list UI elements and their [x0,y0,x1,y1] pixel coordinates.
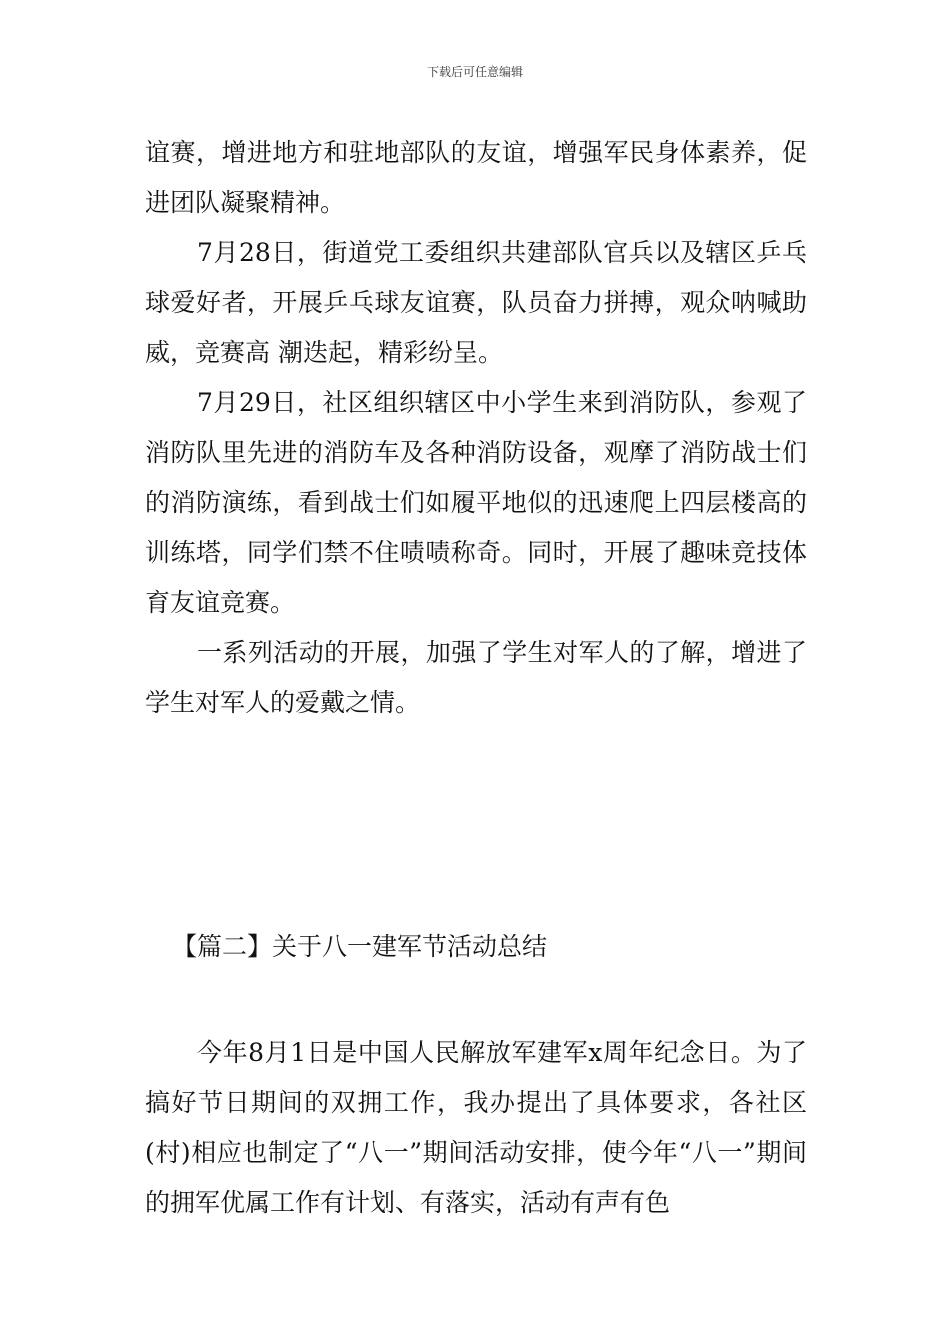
paragraph-activity-summary: 一系列活动的开展，加强了学生对军人的了解，增进了学生对军人的爱戴之情。 [145,638,807,717]
paragraph-table-tennis: 7月28日，街道党工委组织共建部队官兵以及辖区乒乓球爱好者，开展乒乓球友谊赛，队员奋力拼搏，观众呐喊助威，竞赛高 潮迭起，精彩纷呈。 [145,238,807,367]
page-header: 下载后可任意编辑 [426,65,523,79]
paragraph-continuation: 谊赛，增进地方和驻地部队的友谊，增强军民身体素养，促进团队凝聚精神。 [145,138,807,217]
paragraph-fire-station-visit: 7月29日，社区组织辖区中小学生来到消防队，参观了消防队里先进的消防车及各种消防设备，观摩了消防战士们的消防演练，看到战士们如履平地似的迅速爬上四层楼高的训练塔，同学们禁不住啧啧称奇。同时，开展了趣味竞技体育友谊竞赛。 [145,388,807,617]
paragraph-section-intro: 今年8月1日是中国人民解放军建军x周年纪念日。为了搞好节日期间的双拥工作，我办提出了具体要求，各社区(村)相应也制定了“八一”期间活动安排，使今年“八一”期间的拥军优属工作有计划、有落实，活动有声有色 [145,1038,807,1217]
section-heading: 【篇二】关于八一建军节活动总结 [172,932,548,961]
